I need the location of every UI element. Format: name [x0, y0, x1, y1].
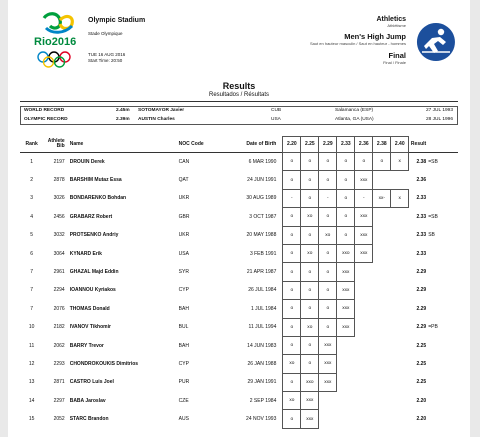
empty-attempt-cell: [373, 281, 391, 299]
venue-name: Olympic Stadium: [88, 17, 146, 24]
empty-attempt-cell: [373, 171, 391, 189]
result-note-cell: [426, 281, 458, 299]
noc-cell: UKR: [178, 195, 190, 202]
empty-attempt-cell: [373, 263, 391, 281]
page-title: Results: [222, 81, 256, 91]
record-label: OLYMPIC RECORD: [24, 116, 68, 122]
record-holder: AUSTIN Charles: [138, 116, 175, 122]
attempt-cell: xxx: [337, 263, 355, 281]
noc-cell: UKR: [178, 232, 190, 239]
dob-cell: 24 JUN 1991: [247, 177, 277, 184]
olympic-record-row: [21, 116, 457, 125]
col-height: 2.36: [355, 137, 373, 153]
dob-cell: 3 OCT 1987: [249, 213, 277, 220]
attempt-cell: o: [337, 153, 355, 171]
attempt-cell: x: [391, 153, 409, 171]
rank-cell: 14: [28, 397, 35, 404]
attempt-cell: xxo: [301, 373, 319, 391]
empty-attempt-cell: [391, 226, 409, 244]
attempt-cell: o: [283, 373, 301, 391]
empty-attempt-cell: [355, 410, 373, 428]
result-cell: 2.20: [416, 416, 427, 423]
attempt-cell: o: [301, 171, 319, 189]
rank-cell: 12: [28, 360, 35, 367]
noc-cell: GBR: [178, 213, 190, 220]
empty-attempt-cell: [337, 355, 355, 373]
attempt-cell: xxx: [355, 171, 373, 189]
sport-name: Athletics: [376, 16, 406, 23]
table-row: [20, 336, 458, 354]
phase-name: Final: [388, 51, 406, 60]
rank-cell: 2: [30, 177, 34, 184]
attempt-cell: o: [301, 153, 319, 171]
table-row: [20, 392, 458, 410]
rank-cell: 13: [28, 379, 35, 386]
event-start-time: Start Time: 20:50: [88, 58, 123, 63]
result-note-cell: [426, 336, 458, 354]
athlete-name-cell: BONDARENKO Bohdan: [69, 195, 127, 202]
bib-cell: 2293: [53, 360, 65, 367]
attempt-cell: xxo: [337, 244, 355, 262]
attempt-cell: -: [283, 189, 301, 207]
result-cell: 2.33: [416, 250, 427, 257]
dob-cell: 11 JUL 1994: [248, 324, 277, 331]
empty-attempt-cell: [337, 373, 355, 391]
table-row: [20, 171, 458, 189]
attempt-cell: xx-: [373, 189, 391, 207]
empty-attempt-cell: [391, 336, 409, 354]
empty-attempt-cell: [391, 392, 409, 410]
record-noc: USA: [271, 116, 281, 122]
col-noc: NOC Code: [178, 140, 204, 147]
empty-attempt-cell: [355, 373, 373, 391]
results-table: [20, 136, 458, 429]
attempt-cell: xxx: [319, 355, 337, 373]
empty-attempt-cell: [355, 281, 373, 299]
results-body: [20, 153, 458, 429]
result-cell: 2.25: [416, 360, 427, 367]
col-rank: Rank: [25, 140, 38, 147]
table-header-row: [20, 137, 458, 153]
attempt-cell: xo: [301, 244, 319, 262]
attempt-cell: o: [283, 208, 301, 226]
bib-cell: 2182: [53, 324, 65, 331]
col-bib: Athlete Bib: [47, 137, 65, 150]
attempt-cell: xxx: [355, 244, 373, 262]
record-date: 27 JUL 1993: [425, 108, 453, 113]
result-cell: 2.20: [416, 397, 427, 404]
empty-attempt-cell: [337, 410, 355, 428]
phase-subtitle: Final / Finale: [383, 60, 406, 65]
athlete-name-cell: IVANOV Tikhomir: [69, 324, 111, 331]
athlete-name-cell: BABA Jaroslav: [69, 397, 106, 404]
attempt-cell: xo: [283, 392, 301, 410]
table-row: [20, 189, 458, 207]
attempt-cell: o: [319, 153, 337, 171]
attempt-cell: o: [319, 208, 337, 226]
noc-cell: CZE: [178, 397, 189, 404]
bib-cell: 2961: [53, 269, 65, 276]
dob-cell: 6 MAR 1990: [248, 158, 277, 165]
venue-subtitle: Stade Olympique: [88, 31, 123, 36]
dob-cell: 2 SEP 1984: [249, 397, 277, 404]
empty-attempt-cell: [355, 263, 373, 281]
table-row: [20, 281, 458, 299]
attempt-cell: o: [337, 171, 355, 189]
empty-attempt-cell: [373, 355, 391, 373]
bib-cell: 3026: [53, 195, 65, 202]
athlete-name-cell: CHONDROKOUKIS Dimitrios: [69, 360, 139, 367]
attempt-cell: -: [319, 189, 337, 207]
noc-cell: BAH: [178, 305, 189, 312]
noc-cell: CYP: [178, 287, 189, 294]
table-row: [20, 355, 458, 373]
result-note-cell: [426, 244, 458, 262]
attempt-cell: xxx: [337, 281, 355, 299]
bib-cell: 3032: [53, 232, 65, 239]
attempt-cell: o: [301, 355, 319, 373]
result-cell: 2.36: [416, 177, 427, 184]
result-cell: 2.29: [416, 269, 427, 276]
empty-attempt-cell: [355, 355, 373, 373]
result-cell: 2.25: [416, 342, 427, 349]
table-row: [20, 153, 458, 171]
attempt-cell: o: [301, 281, 319, 299]
result-note-cell: =SB: [428, 158, 438, 165]
attempt-cell: o: [283, 171, 301, 189]
table-row: [20, 318, 458, 336]
empty-attempt-cell: [373, 244, 391, 262]
record-date: 28 JUL 1996: [425, 116, 453, 122]
bib-cell: 3064: [53, 250, 65, 257]
attempt-cell: o: [319, 318, 337, 336]
dob-cell: 26 JUL 1984: [248, 287, 277, 294]
rank-cell: 7: [30, 287, 34, 294]
empty-attempt-cell: [391, 373, 409, 391]
dob-cell: 26 JAN 1988: [247, 360, 277, 367]
attempt-cell: o: [319, 263, 337, 281]
bib-cell: 2062: [53, 342, 65, 349]
result-cell: 2.33: [416, 213, 427, 220]
attempt-cell: xxx: [301, 392, 319, 410]
rank-cell: 5: [30, 232, 34, 239]
bib-cell: 2871: [53, 379, 65, 386]
attempt-cell: o: [283, 263, 301, 281]
attempt-cell: xxx: [319, 336, 337, 354]
noc-cell: QAT: [178, 177, 189, 184]
attempt-cell: o: [319, 171, 337, 189]
bib-cell: 2052: [53, 416, 65, 423]
empty-attempt-cell: [391, 208, 409, 226]
attempt-cell: xxx: [355, 208, 373, 226]
empty-attempt-cell: [337, 336, 355, 354]
result-note-cell: [426, 355, 458, 373]
attempt-cell: o: [319, 281, 337, 299]
empty-attempt-cell: [373, 373, 391, 391]
rank-cell: 10: [28, 324, 35, 331]
empty-attempt-cell: [373, 392, 391, 410]
athlete-name-cell: GRABARZ Robert: [69, 213, 113, 220]
table-row: [20, 410, 458, 428]
event-subtitle: Saut en hauteur masculin / Saut en hauteur - hommes: [309, 41, 406, 46]
record-place: Atlanta, GA (USA): [335, 116, 374, 122]
event-date: TUE 16 AUG 2016: [88, 52, 126, 57]
result-note-cell: [426, 263, 458, 281]
result-note-cell: [426, 189, 458, 207]
bib-cell: 2878: [53, 177, 65, 184]
bib-cell: 2076: [53, 305, 65, 312]
empty-attempt-cell: [373, 226, 391, 244]
table-row: [20, 208, 458, 226]
table-row: [20, 244, 458, 262]
athlete-name-cell: GHAZAL Majd Eddin: [69, 269, 119, 276]
attempt-cell: o: [301, 336, 319, 354]
record-label: WORLD RECORD: [24, 108, 65, 113]
empty-attempt-cell: [373, 410, 391, 428]
athlete-name-cell: BARRY Trevor: [69, 342, 104, 349]
empty-attempt-cell: [373, 318, 391, 336]
result-cell: 2.33: [416, 232, 427, 239]
empty-attempt-cell: [391, 410, 409, 428]
empty-attempt-cell: [337, 392, 355, 410]
col-height: 2.38: [373, 137, 391, 153]
dob-cell: 29 JAN 1991: [247, 379, 277, 386]
noc-cell: AUS: [178, 416, 189, 423]
empty-attempt-cell: [373, 300, 391, 318]
rank-cell: 11: [29, 342, 35, 349]
result-note-cell: =PB: [428, 324, 438, 331]
attempt-cell: o: [337, 208, 355, 226]
dob-cell: 14 JUN 1983: [247, 342, 277, 349]
col-name: Name: [69, 140, 84, 147]
bib-cell: 2294: [53, 287, 65, 294]
attempt-cell: x: [391, 189, 409, 207]
attempt-cell: xo: [301, 318, 319, 336]
attempt-cell: o: [301, 226, 319, 244]
svg-text:Rio2016: Rio2016: [34, 36, 77, 48]
empty-attempt-cell: [373, 208, 391, 226]
athlete-name-cell: IOANNOU Kyriakos: [69, 287, 116, 294]
title-divider: [20, 101, 458, 102]
attempt-cell: xxx: [319, 373, 337, 391]
attempt-cell: xxx: [337, 318, 355, 336]
attempt-cell: xo: [319, 226, 337, 244]
attempt-cell: o: [283, 410, 301, 428]
attempt-cell: o: [373, 153, 391, 171]
noc-cell: SYR: [178, 269, 189, 276]
attempt-cell: o: [319, 244, 337, 262]
result-cell: 2.33: [416, 195, 427, 202]
dob-cell: 20 MAY 1988: [246, 232, 277, 239]
attempt-cell: o: [283, 336, 301, 354]
col-height: 2.40: [391, 137, 409, 153]
result-note-cell: [426, 410, 458, 428]
attempt-cell: o: [301, 263, 319, 281]
result-cell: 2.29: [416, 305, 427, 312]
col-result: Result: [410, 140, 427, 147]
result-cell: 2.25: [416, 379, 427, 386]
dob-cell: 1 JUL 1984: [250, 305, 277, 312]
event-header: [310, 16, 406, 65]
athlete-name-cell: BARSHIM Mutaz Essa: [69, 177, 122, 184]
empty-attempt-cell: [391, 300, 409, 318]
bib-cell: 2297: [53, 397, 65, 404]
rank-cell: 7: [30, 305, 34, 312]
athlete-name-cell: KYNARD Erik: [69, 250, 102, 257]
record-height: 2.39m: [116, 116, 130, 122]
attempt-cell: o: [337, 226, 355, 244]
noc-cell: USA: [178, 250, 189, 257]
attempt-cell: xo: [283, 355, 301, 373]
col-dob: Date of Birth: [246, 140, 277, 147]
col-height: 2.25: [301, 137, 319, 153]
result-note-cell: [426, 392, 458, 410]
empty-attempt-cell: [319, 410, 337, 428]
empty-attempt-cell: [355, 392, 373, 410]
empty-attempt-cell: [355, 336, 373, 354]
noc-cell: CAN: [178, 158, 190, 165]
result-note-cell: =SB: [428, 213, 438, 220]
rank-cell: 15: [28, 416, 35, 423]
dob-cell: 21 APR 1987: [246, 269, 277, 276]
bib-cell: 2197: [53, 158, 65, 165]
record-place: Salamanca (ESP): [335, 108, 374, 113]
event-datetime: [88, 52, 125, 64]
athlete-name-cell: STARC Brandon: [69, 416, 109, 423]
noc-cell: PUR: [178, 379, 190, 386]
result-note-cell: [426, 171, 458, 189]
noc-cell: BUL: [178, 324, 189, 331]
empty-attempt-cell: [391, 244, 409, 262]
rank-cell: 7: [30, 269, 34, 276]
record-holder: SOTOMAYOR Javier: [138, 108, 185, 113]
athlete-name-cell: PROTSENKO Andriy: [69, 232, 119, 239]
attempt-cell: o: [301, 300, 319, 318]
sport-subtitle: Athlétisme: [387, 23, 406, 28]
results-document: [8, 0, 470, 437]
rank-cell: 3: [30, 195, 34, 202]
empty-attempt-cell: [355, 318, 373, 336]
attempt-cell: o: [283, 153, 301, 171]
attempt-cell: o: [283, 300, 301, 318]
table-row: [20, 300, 458, 318]
result-note-cell: SB: [428, 232, 435, 239]
rank-cell: 4: [30, 213, 34, 220]
col-note: [426, 137, 458, 153]
noc-cell: BAH: [178, 342, 189, 349]
attempt-cell: o: [319, 300, 337, 318]
result-cell: 2.29: [416, 287, 427, 294]
event-name: Men's High Jump: [344, 32, 406, 41]
attempt-cell: o: [337, 189, 355, 207]
attempt-cell: xxx: [301, 410, 319, 428]
attempt-cell: o: [283, 226, 301, 244]
table-row: [20, 226, 458, 244]
attempt-cell: xxx: [355, 226, 373, 244]
noc-cell: CYP: [178, 360, 189, 367]
rio2016-logo: [34, 12, 96, 76]
col-height: 2.20: [283, 137, 301, 153]
col-height: 2.33: [337, 137, 355, 153]
attempt-cell: xxx: [337, 300, 355, 318]
records-box: [20, 106, 458, 125]
record-noc: CUB: [271, 108, 282, 113]
result-cell: 2.29: [416, 324, 427, 331]
athlete-name-cell: DROUIN Derek: [69, 158, 105, 165]
athlete-name-cell: CASTRO Luis Joel: [69, 379, 114, 386]
attempt-cell: o: [283, 281, 301, 299]
attempt-cell: xo: [301, 208, 319, 226]
result-note-cell: [426, 300, 458, 318]
dob-cell: 30 AUG 1989: [246, 195, 277, 202]
empty-attempt-cell: [391, 281, 409, 299]
empty-attempt-cell: [355, 300, 373, 318]
page-subtitle: Resultados / Résultats: [208, 92, 270, 98]
athlete-name-cell: THOMAS Donald: [69, 305, 110, 312]
attempt-cell: -: [355, 189, 373, 207]
table-row: [20, 373, 458, 391]
table-row: [20, 263, 458, 281]
empty-attempt-cell: [373, 336, 391, 354]
bib-cell: 2456: [53, 213, 65, 220]
dob-cell: 3 FEB 1991: [249, 250, 277, 257]
result-note-cell: [426, 373, 458, 391]
rank-cell: 1: [30, 158, 34, 165]
record-height: 2.45m: [116, 108, 130, 113]
dob-cell: 24 NOV 1993: [246, 416, 277, 423]
attempt-cell: o: [355, 153, 373, 171]
rank-cell: 6: [30, 250, 34, 257]
attempt-cell: o: [283, 318, 301, 336]
empty-attempt-cell: [391, 318, 409, 336]
result-cell: 2.38: [416, 158, 427, 165]
high-jump-pictogram-icon: [416, 22, 456, 62]
empty-attempt-cell: [391, 263, 409, 281]
col-height: 2.29: [319, 137, 337, 153]
attempt-cell: o: [301, 189, 319, 207]
empty-attempt-cell: [391, 171, 409, 189]
attempt-cell: o: [283, 244, 301, 262]
empty-attempt-cell: [319, 392, 337, 410]
empty-attempt-cell: [391, 355, 409, 373]
